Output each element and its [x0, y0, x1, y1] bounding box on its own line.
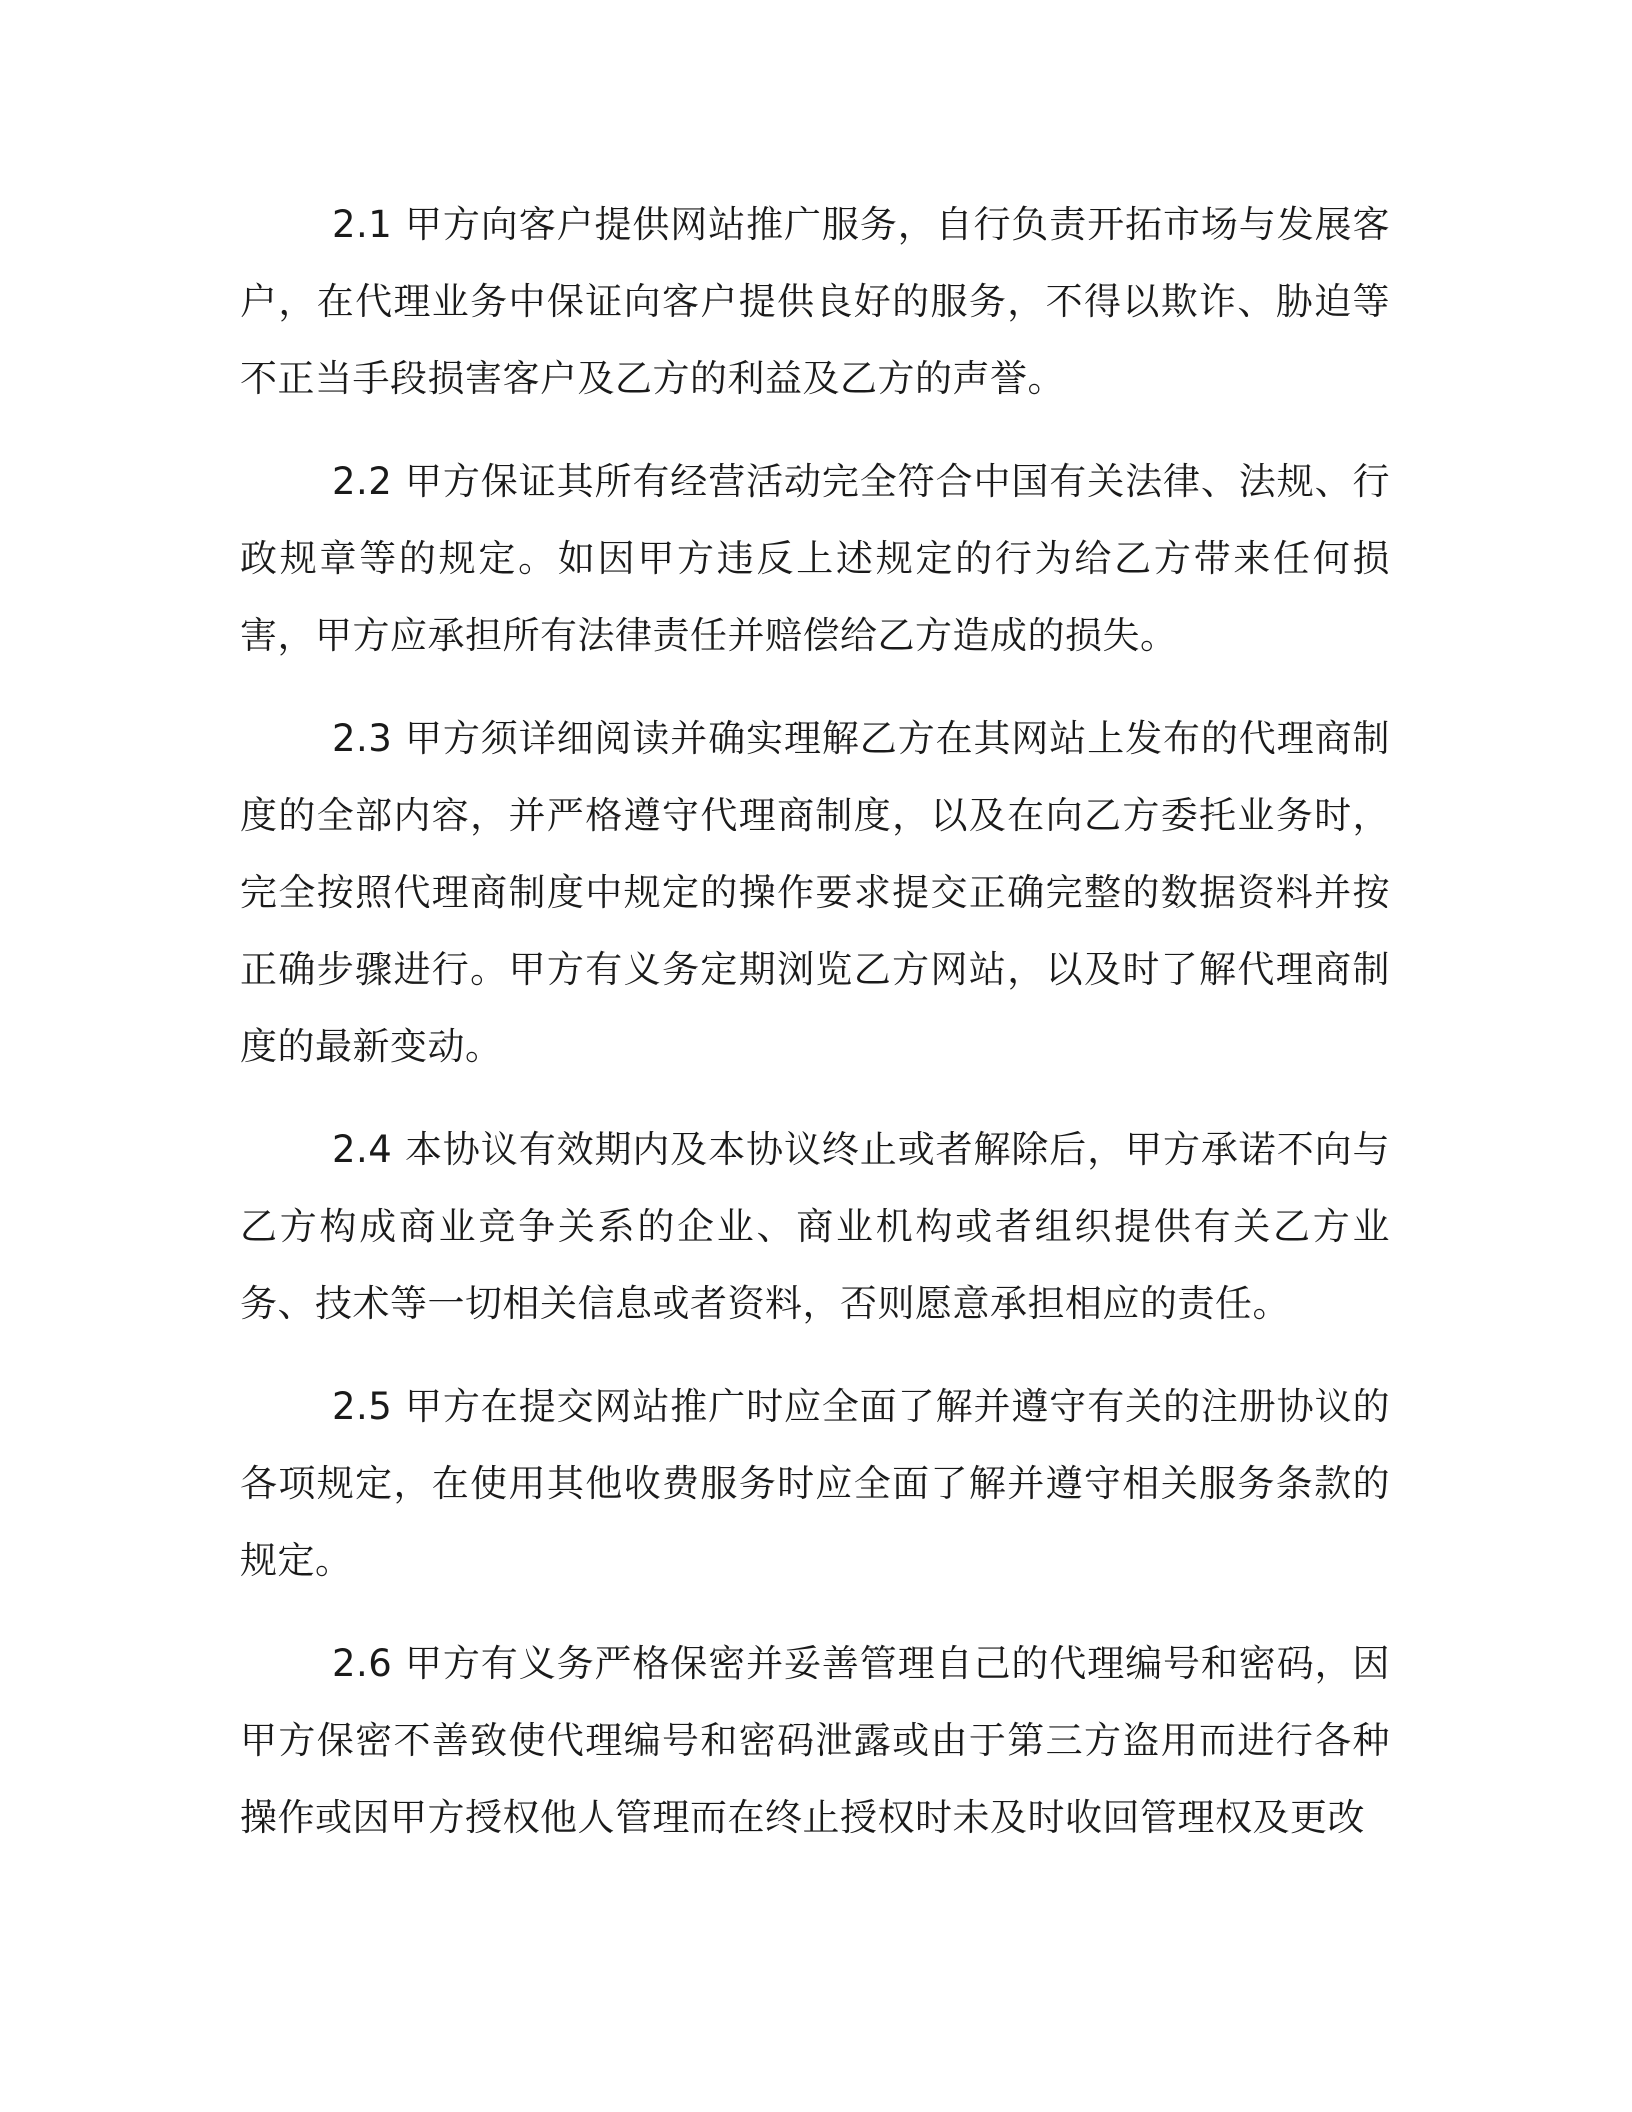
document-body: [240, 186, 1390, 1882]
clause-2-1: 2.1 甲方向客户提供网站推广服务，自行负责开拓市场与发展客户，在代理业务中保证向客户提供良好的服务，不得以欺诈、胁迫等不正当手段损害客户及乙方的利益及乙方的声誉。: [240, 203, 1390, 400]
clause-2-3: 2.3 甲方须详细阅读并确实理解乙方在其网站上发布的代理商制度的全部内容，并严格遵守代理商制度，以及在向乙方委托业务时，完全按照代理商制度中规定的操作要求提交正确完整的数据资料并按正确步骤进行。甲方有义务定期浏览乙方网站，以及时了解代理商制度的最新变动。: [240, 717, 1390, 1068]
clause-2-5: 2.5 甲方在提交网站推广时应全面了解并遵守有关的注册协议的各项规定，在使用其他收费服务时应全面了解并遵守相关服务条款的规定。: [240, 1385, 1390, 1582]
clause-2-4: 2.4 本协议有效期内及本协议终止或者解除后，甲方承诺不向与乙方构成商业竞争关系的企业、商业机构或者组织提供有关乙方业务、技术等一切相关信息或者资料，否则愿意承担相应的责任。: [240, 1128, 1390, 1325]
clause-2-6: 2.6 甲方有义务严格保密并妥善管理自己的代理编号和密码，因甲方保密不善致使代理编号和密码泄露或由于第三方盗用而进行各种操作或因甲方授权他人管理而在终止授权时未及时收回管理权及更改: [240, 1642, 1390, 1839]
clause-2-2: 2.2 甲方保证其所有经营活动完全符合中国有关法律、法规、行政规章等的规定。如因甲方违反上述规定的行为给乙方带来任何损害，甲方应承担所有法律责任并赔偿给乙方造成的损失。: [240, 460, 1390, 657]
